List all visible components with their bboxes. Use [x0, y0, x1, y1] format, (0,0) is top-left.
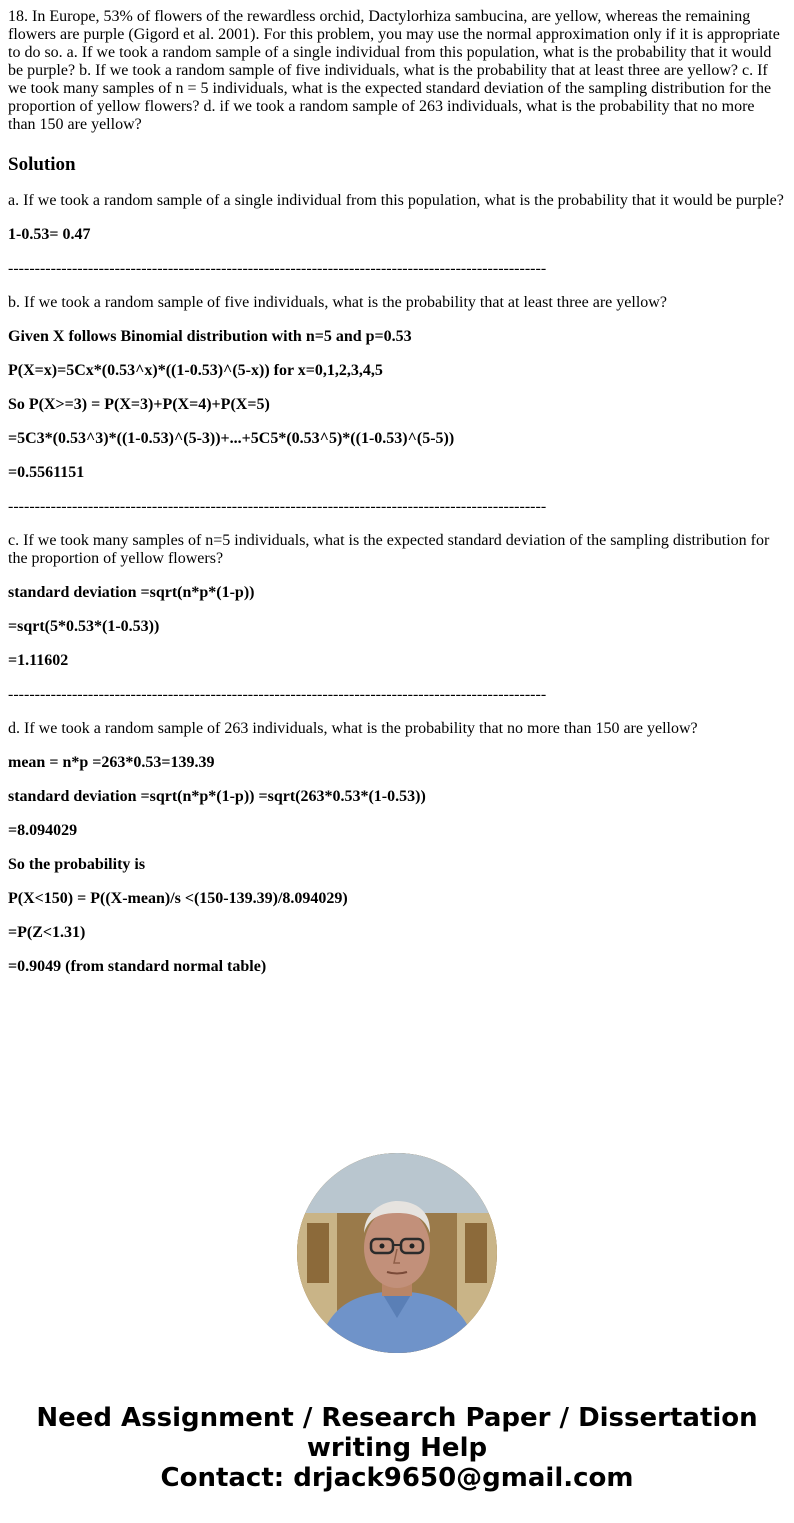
part-a-question: a. If we took a random sample of a single individual from this population, what is the probability that it would be purple? — [8, 192, 784, 209]
solution-document — [8, 8, 786, 976]
part-c-line: =sqrt(5*0.53*(1-0.53)) — [8, 618, 160, 635]
divider: ----------------------------------------------------------------------------------------------------- — [8, 498, 547, 515]
part-b-line: =5C3*(0.53^3)*((1-0.53)^(5-3))+...+5C5*(0.53^5)*((1-0.53)^(5-5)) — [8, 430, 455, 447]
part-c-question: c. If we took many samples of n=5 individuals, what is the expected standard deviation of the sampling distribution for the proportion of yellow flowers? — [8, 532, 770, 567]
part-b-question: b. If we took a random sample of five individuals, what is the probability that at least three are yellow? — [8, 294, 667, 311]
part-c-answer: =1.11602 — [8, 652, 69, 669]
part-d-line: So the probability is — [8, 856, 146, 873]
part-b-line: Given X follows Binomial distribution with n=5 and p=0.53 — [8, 328, 412, 345]
person-photo-icon — [297, 1153, 497, 1353]
problem-statement: 18. In Europe, 53% of flowers of the rewardless orchid, Dactylorhiza sambucina, are yellow, whereas the remaining flowers are purple (Gigord et al. 2001). For this problem, you may use the normal approximation only if it is appropriate to do so. a. If we took a random sample of a single individual from this population, what is the probability that it would be purple? b. If we took a random sample of five individuals, what is the probability that at least three are yellow? c. If we took many samples of n = 5 individuals, what is the expected standard deviation of the sampling distribution for the proportion of yellow flowers? d. if we took a random sample of 263 individuals, what is the probability that no more than 150 are yellow? — [8, 8, 780, 133]
divider: ----------------------------------------------------------------------------------------------------- — [8, 260, 547, 277]
part-b-line: P(X=x)=5Cx*(0.53^x)*((1-0.53)^(5-x)) for x=0,1,2,3,4,5 — [8, 362, 383, 379]
part-c-line: standard deviation =sqrt(n*p*(1-p)) — [8, 584, 255, 601]
part-a-answer: 1-0.53= 0.47 — [8, 226, 91, 243]
part-b-answer: =0.5561151 — [8, 464, 85, 481]
divider: ----------------------------------------------------------------------------------------------------- — [8, 686, 547, 703]
part-d-question: d. If we took a random sample of 263 individuals, what is the probability that no more than 150 are yellow? — [8, 720, 698, 737]
solution-heading: Solution — [8, 154, 76, 175]
part-d-line: =P(Z<1.31) — [8, 924, 86, 941]
footer-promo — [0, 1403, 794, 1493]
part-d-line: standard deviation =sqrt(n*p*(1-p)) =sqrt(263*0.53*(1-0.53)) — [8, 788, 426, 805]
footer-contact: Contact: drjack9650@gmail.com — [160, 1463, 634, 1493]
part-d-answer: =0.9049 (from standard normal table) — [8, 958, 267, 975]
part-d-line: P(X<150) = P((X-mean)/s <(150-139.39)/8.094029) — [8, 890, 348, 907]
footer-line-1: Need Assignment / Research Paper / Dissertation — [36, 1403, 758, 1433]
avatar-illustration — [297, 1153, 497, 1353]
part-b-line: So P(X>=3) = P(X=3)+P(X=4)+P(X=5) — [8, 396, 270, 413]
part-d-line: =8.094029 — [8, 822, 78, 839]
footer-line-2: writing Help — [306, 1433, 488, 1463]
part-d-line: mean = n*p =263*0.53=139.39 — [8, 754, 215, 771]
